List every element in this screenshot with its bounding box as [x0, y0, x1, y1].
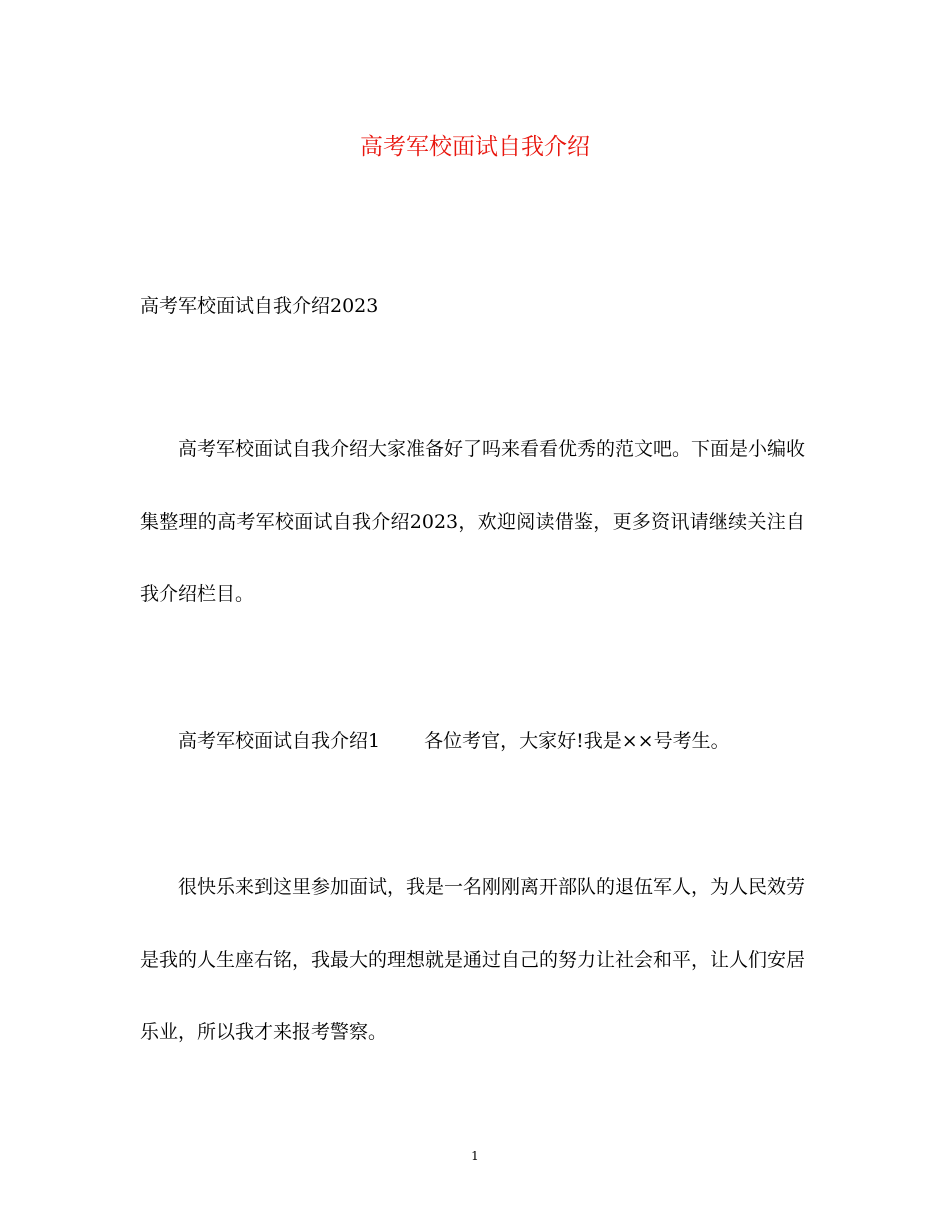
section-1-text: 各位考官，大家好!我是××号考生。 — [424, 730, 730, 752]
section-1-paragraph — [140, 705, 805, 778]
section-1-heading: 高考军校面试自我介绍1 — [178, 730, 381, 752]
page-number: 1 — [471, 1149, 479, 1163]
document-subtitle: 高考军校面试自我介绍2023 — [140, 295, 379, 317]
document-title: 高考军校面试自我介绍 — [360, 134, 590, 160]
body-paragraph: 很快乐来到这里参加面试，我是一名刚刚离开部队的退伍军人，为人民效劳是我的人生座右铭，我最大的理想就是通过自己的努力让社会和平，让人们安居乐业，所以我才来报考警察。 — [140, 876, 806, 1043]
intro-paragraph: 高考军校面试自我介绍大家准备好了吗来看看优秀的范文吧。下面是小编收集整理的高考军校面试自我介绍2023，欢迎阅读借鉴，更多资讯请继续关注自我介绍栏目。 — [140, 438, 806, 605]
